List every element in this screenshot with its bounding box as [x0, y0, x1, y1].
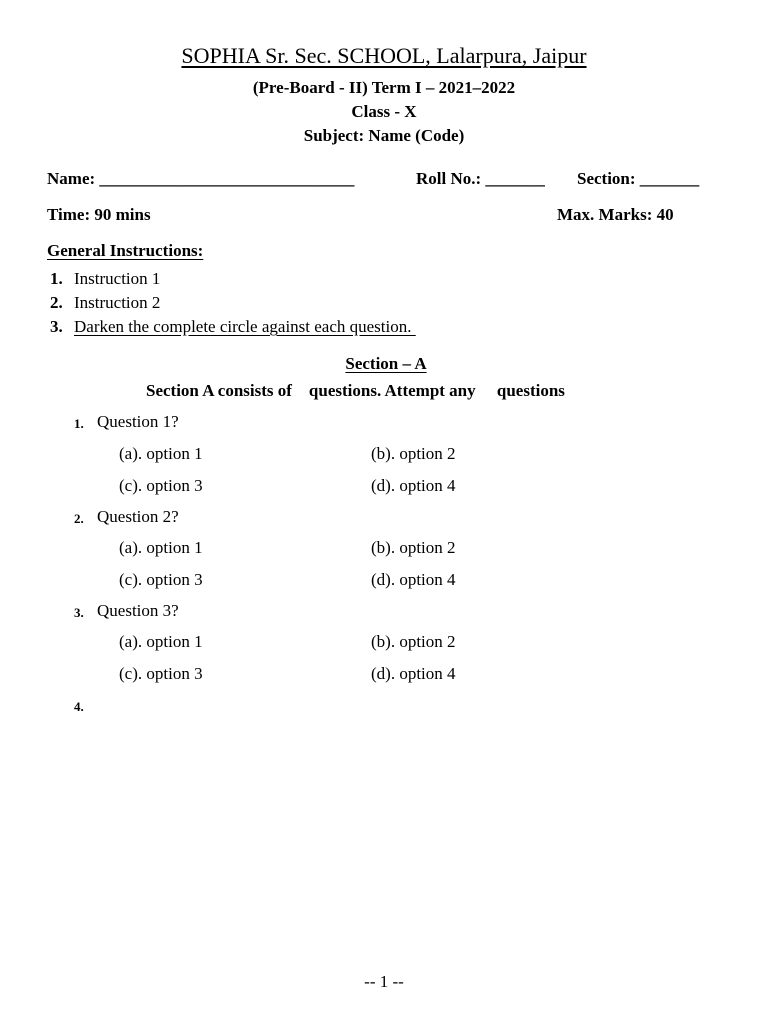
- option-b: (b). option 2: [371, 632, 456, 651]
- name-field: [47, 169, 354, 189]
- page-number: -- 1 --: [364, 972, 404, 991]
- question-text: Question 3?: [97, 601, 179, 620]
- option-a: (a). option 1: [119, 444, 203, 463]
- option-a: (a). option 1: [119, 538, 203, 557]
- subject-label: Subject: Name (Code): [303, 126, 465, 145]
- option-b: (b). option 2: [371, 538, 456, 557]
- instruction-text: Instruction 1: [74, 269, 161, 288]
- option-b: (b). option 2: [371, 444, 456, 463]
- instructions-heading: General Instructions:: [47, 241, 204, 260]
- roll-field: [416, 169, 545, 189]
- instruction-text: Instruction 2: [74, 293, 161, 312]
- question-text: Question 2?: [97, 507, 179, 526]
- question-number: 4.: [74, 699, 84, 714]
- section-label: Section:: [577, 169, 636, 188]
- question-number: 1.: [74, 416, 84, 431]
- section-blank: _______: [639, 169, 700, 188]
- section-field: [577, 169, 699, 189]
- instruction-text: Darken the complete circle against each question.: [74, 317, 416, 336]
- question-number: 3.: [74, 605, 84, 620]
- roll-label: Roll No.:: [416, 169, 482, 188]
- school-name: SOPHIA Sr. Sec. SCHOOL, Lalarpura, Jaipur: [181, 43, 587, 68]
- class-label: Class - X: [351, 102, 417, 121]
- max-marks-label: Max. Marks: 40: [557, 205, 674, 224]
- instruction-number: 2.: [50, 293, 63, 312]
- question-number: 2.: [74, 511, 84, 526]
- time-label: Time: 90 mins: [47, 205, 151, 224]
- option-d: (d). option 4: [371, 664, 456, 683]
- option-d: (d). option 4: [371, 570, 456, 589]
- option-c: (c). option 3: [119, 664, 203, 683]
- section-a-subtitle: Section A consists of questions. Attempt any questions: [146, 381, 565, 400]
- roll-blank: _______: [485, 169, 545, 188]
- instruction-number: 1.: [50, 269, 63, 288]
- question-text: Question 1?: [97, 412, 179, 431]
- name-label: Name:: [47, 169, 96, 188]
- name-blank: ______________________________: [99, 169, 355, 188]
- option-a: (a). option 1: [119, 632, 203, 651]
- option-c: (c). option 3: [119, 570, 203, 589]
- exam-title: (Pre-Board - II) Term I – 2021–2022: [252, 78, 516, 97]
- section-a-title: Section – A: [345, 354, 427, 373]
- option-c: (c). option 3: [119, 476, 203, 495]
- instruction-number: 3.: [50, 317, 63, 336]
- instruction-item: [50, 269, 160, 289]
- option-d: (d). option 4: [371, 476, 456, 495]
- instruction-item: [50, 317, 416, 337]
- instruction-item: [50, 293, 160, 313]
